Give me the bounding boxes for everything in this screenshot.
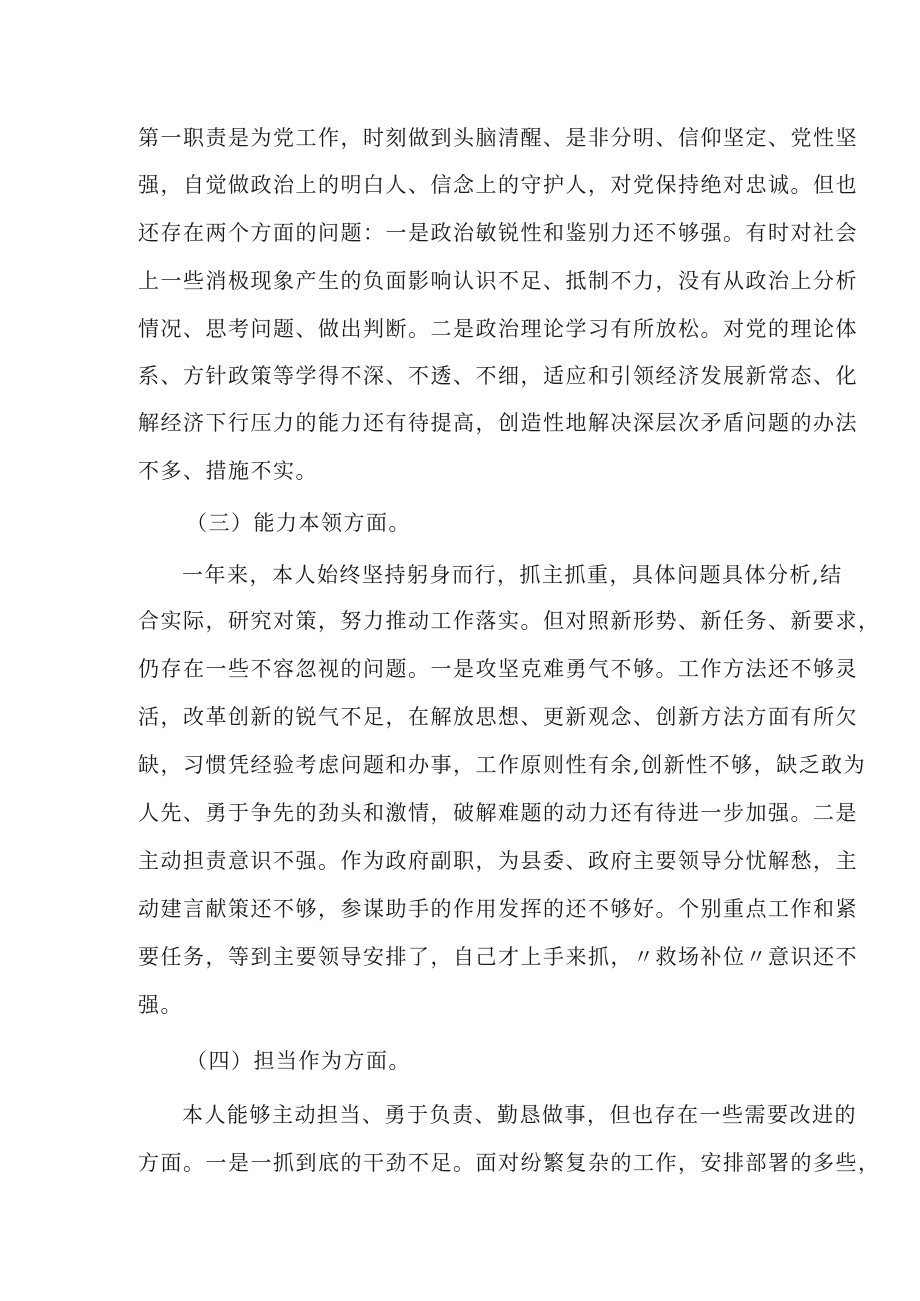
paragraph-line: 强。 <box>138 993 183 1017</box>
paragraph-line: 还存在两个方面的问题：一是政治敏锐性和鉴别力还不够强。有时对社会 <box>138 221 858 245</box>
paragraph-line: 主动担责意识不强。作为政府副职，为县委、政府主要领导分忧解愁，主 <box>138 849 858 873</box>
paragraph-line: 活，改革创新的锐气不足，在解放思想、更新观念、创新方法方面有所欠 <box>138 705 858 729</box>
paragraph-line: 仍存在一些不容忽视的问题。一是攻坚克难勇气不够。工作方法还不够灵 <box>138 657 858 681</box>
paragraph-line: 第一职责是为党工作，时刻做到头脑清醒、是非分明、信仰坚定、党性坚 <box>138 126 858 150</box>
paragraph-line: 动建言献策还不够，参谋助手的作用发挥的还不够好。个别重点工作和紧 <box>138 897 858 921</box>
paragraph-line: 不多、措施不实。 <box>138 459 318 483</box>
paragraph-line: 方面。一是一抓到底的干劲不足。面对纷繁复杂的工作，安排部署的多些， <box>138 1151 881 1175</box>
section-heading-ability: （三）能力本领方面。 <box>186 511 411 535</box>
paragraph-line: 系、方针政策等学得不深、不透、不细，适应和引领经济发展新常态、化 <box>138 364 858 388</box>
paragraph-line: 缺，习惯凭经验考虑问题和办事，工作原则性有余,创新性不够，缺乏敢为 <box>138 753 867 777</box>
paragraph-line: 强，自觉做政治上的明白人、信念上的守护人，对党保持绝对忠诚。但也 <box>138 173 858 197</box>
paragraph-line: 合实际，研究对策，努力推动工作落实。但对照新形势、新任务、新要求， <box>138 609 881 633</box>
paragraph-line: 一年来，本人始终坚持躬身而行，抓主抓重，具体问题具体分析,结 <box>182 563 843 587</box>
section-heading-responsibility: （四）担当作为方面。 <box>186 1049 411 1073</box>
paragraph-line: 人先、勇于争先的劲头和激情，破解难题的动力还有待进一步加强。二是 <box>138 801 858 825</box>
paragraph-line: 解经济下行压力的能力还有待提高，创造性地解决深层次矛盾问题的办法 <box>138 411 858 435</box>
paragraph-line: 情况、思考问题、做出判断。二是政治理论学习有所放松。对党的理论体 <box>138 317 858 341</box>
paragraph-line: 要任务，等到主要领导安排了，自己才上手来抓，〃救场补位〃意识还不 <box>138 945 858 969</box>
paragraph-line: 本人能够主动担当、勇于负责、勤恳做事，但也存在一些需要改进的 <box>182 1103 857 1127</box>
paragraph-line: 上一些消极现象产生的负面影响认识不足、抵制不力，没有从政治上分析 <box>138 269 858 293</box>
